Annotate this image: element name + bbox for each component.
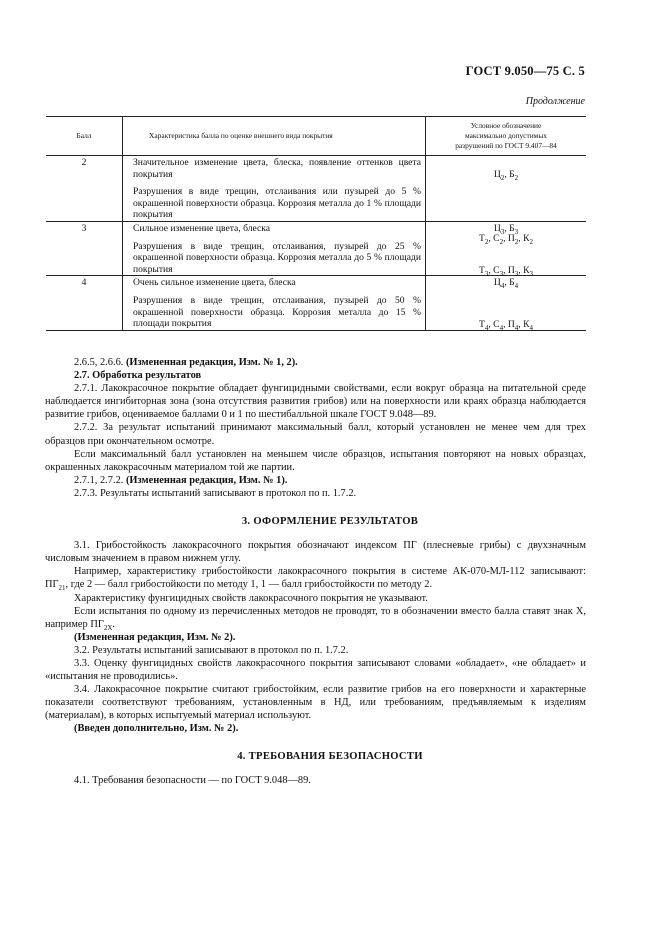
description-text: Сильное изменение цвета, блеска <box>133 222 271 234</box>
col-header-description: Характеристика балла по оценке внешнего вида покрытия <box>123 117 426 156</box>
description-cell <box>123 156 426 222</box>
paragraph-4-1: 4.1. Требования безопасности — по ГОСТ 9.048—89. <box>74 774 311 786</box>
amendment-note: 2.6.5, 2.6.6. (Измененная редакция, Изм. № 1, 2). <box>74 357 298 368</box>
code-text: $Ц_4$, $Б_4$ <box>493 277 519 291</box>
description-cell <box>123 276 426 330</box>
code-text: $Т_2$, $С_2$, $П_2$, $К_2$ <box>478 233 533 246</box>
damage-rating-table <box>46 116 586 331</box>
col-header-code-line-1: Условное обозначение <box>470 121 542 130</box>
paragraph-2-7-3: 2.7.3. Результаты испытаний записывают в протокол по п. 1.7.2. <box>74 487 357 499</box>
paragraph-3-1-b: Например, характеристику грибостойкости лакокрасочного покрытия в системе АК-070-МЛ-112 записывают: $ПГ_{21}$, где 2 — балл грибостойкости по методу 1, 1 — балл грибостойкости по методу 2. <box>45 566 586 593</box>
amendment-note: 2.7.1, 2.7.2. (Измененная редакция, Изм. № 1). <box>74 474 288 486</box>
table-continuation-label: Продолжение <box>525 96 585 107</box>
subsection-heading-2-7: 2.7. Обработка результатов <box>74 370 202 382</box>
description-text: Разрушения в виде трещин, отслаивания, пузырей до 50 % окрашенной поверхности образца. Коррозия металла до 15 % площади покрытия <box>133 294 421 330</box>
paragraph-3-3: 3.3. Оценку фунгицидных свойств лакокрасочного покрытия записывают словами «обладает», «не обладает» и «испытания не проводились». <box>45 657 586 683</box>
section-heading-4: 4. ТРЕБОВАНИЯ БЕЗОПАСНОСТИ <box>237 750 423 762</box>
paragraph-2-7-2: 2.7.2. За результат испытаний принимают максимальный балл, который установлен не менее чем для трех образцов при окончательном осмотре. <box>45 422 586 447</box>
description-text: Очень сильное изменение цвета, блеска <box>133 277 296 289</box>
code-cell <box>426 276 587 333</box>
col-header-code <box>426 117 587 156</box>
description-text: Значительное изменение цвета, блеска, появление оттенков цвета покрытия <box>133 157 421 180</box>
running-header: ГОСТ 9.050—75 С. 5 <box>465 64 585 78</box>
description-text: Разрушения в виде трещин, отслаивания, пузырей до 25 % окрашенной поверхности образца. Коррозия металла до 5 % площади покрытия <box>133 240 421 275</box>
code-text: $Ц_2$, $Б_2$ <box>493 169 519 182</box>
ball-cell: 3 <box>81 222 87 234</box>
ball-cell: 4 <box>81 277 87 289</box>
col-header-code-line-2: максимально допустимых <box>465 131 547 140</box>
description-cell <box>123 221 426 275</box>
amendment-note: (Измененная редакция, Изм. № 2). <box>74 631 236 643</box>
table-row <box>46 221 586 275</box>
col-header-ball: Балл <box>46 117 123 156</box>
table-header-row <box>46 117 586 156</box>
code-text: $Т_3$, $С_3$, $П_3$, $К_3$ <box>478 264 533 278</box>
amendment-note: (Введен дополнительно, Изм. № 2). <box>74 723 239 735</box>
code-text: $Ц_3$, $Б_3$ <box>493 222 519 236</box>
description-text: Разрушения в виде трещин, отслаивания или пузырей до 5 % окрашенной поверхности образца. Коррозия металла до 1 % площади покрытия <box>133 186 421 221</box>
document-body <box>45 356 586 787</box>
paragraph-2-7-2-b: Если максимальный балл установлен на меньшем числе образцов, испытания повторяют на новых образцах, окрашенных лакокрасочным материалом той же партии. <box>45 448 586 473</box>
col-header-code-line-3: разрушений по ГОСТ 9.407—84 <box>455 141 557 150</box>
paragraph-3-1-c: Характеристику фунгицидных свойств лакокрасочного покрытия не указывают. <box>74 592 428 604</box>
paragraph-3-1: 3.1. Грибостойкость лакокрасочного покрытия обозначают индексом ПГ (плесневые грибы) с двухзначным числовым значением в правом нижнем углу. <box>45 540 586 565</box>
ball-cell: 2 <box>81 157 87 168</box>
paragraph-3-2: 3.2. Результаты испытаний записывают в протокол по п. 1.7.2. <box>74 644 349 656</box>
paragraph-2-7-1: 2.7.1. Лакокрасочное покрытие обладает фунгицидными свойствами, если вокруг образца на питательной среде наблюдается ингибиторная зона (зона отсутствия развития грибов) или на поверхности или краях образца наблюдается развитие грибов, оцениваемое баллами 0 и 1 по шестибалльной шкале ГОСТ 9.048—89. <box>45 383 586 421</box>
paragraph-3-4: 3.4. Лакокрасочное покрытие считают грибостойким, если развитие грибов на его поверхности и характерные показатели соответствуют требованиям, установленным в НД, или требованиям, предъявляемым к изделиям (материалам), в которых испытуемый материал используют. <box>45 684 586 722</box>
paragraph-3-1-d: Если испытания по одному из перечисленных методов не проводят, то в обозначении вместо балла ставят знак X, например $ПГ_{2X}$. <box>45 605 586 632</box>
code-cell <box>426 221 587 278</box>
code-text: $Т_4$, $С_4$, $П_4$, $К_4$ <box>478 319 533 333</box>
table-row <box>46 156 586 222</box>
table-row <box>46 276 586 330</box>
section-heading-3: 3. ОФОРМЛЕНИЕ РЕЗУЛЬТАТОВ <box>241 516 419 528</box>
